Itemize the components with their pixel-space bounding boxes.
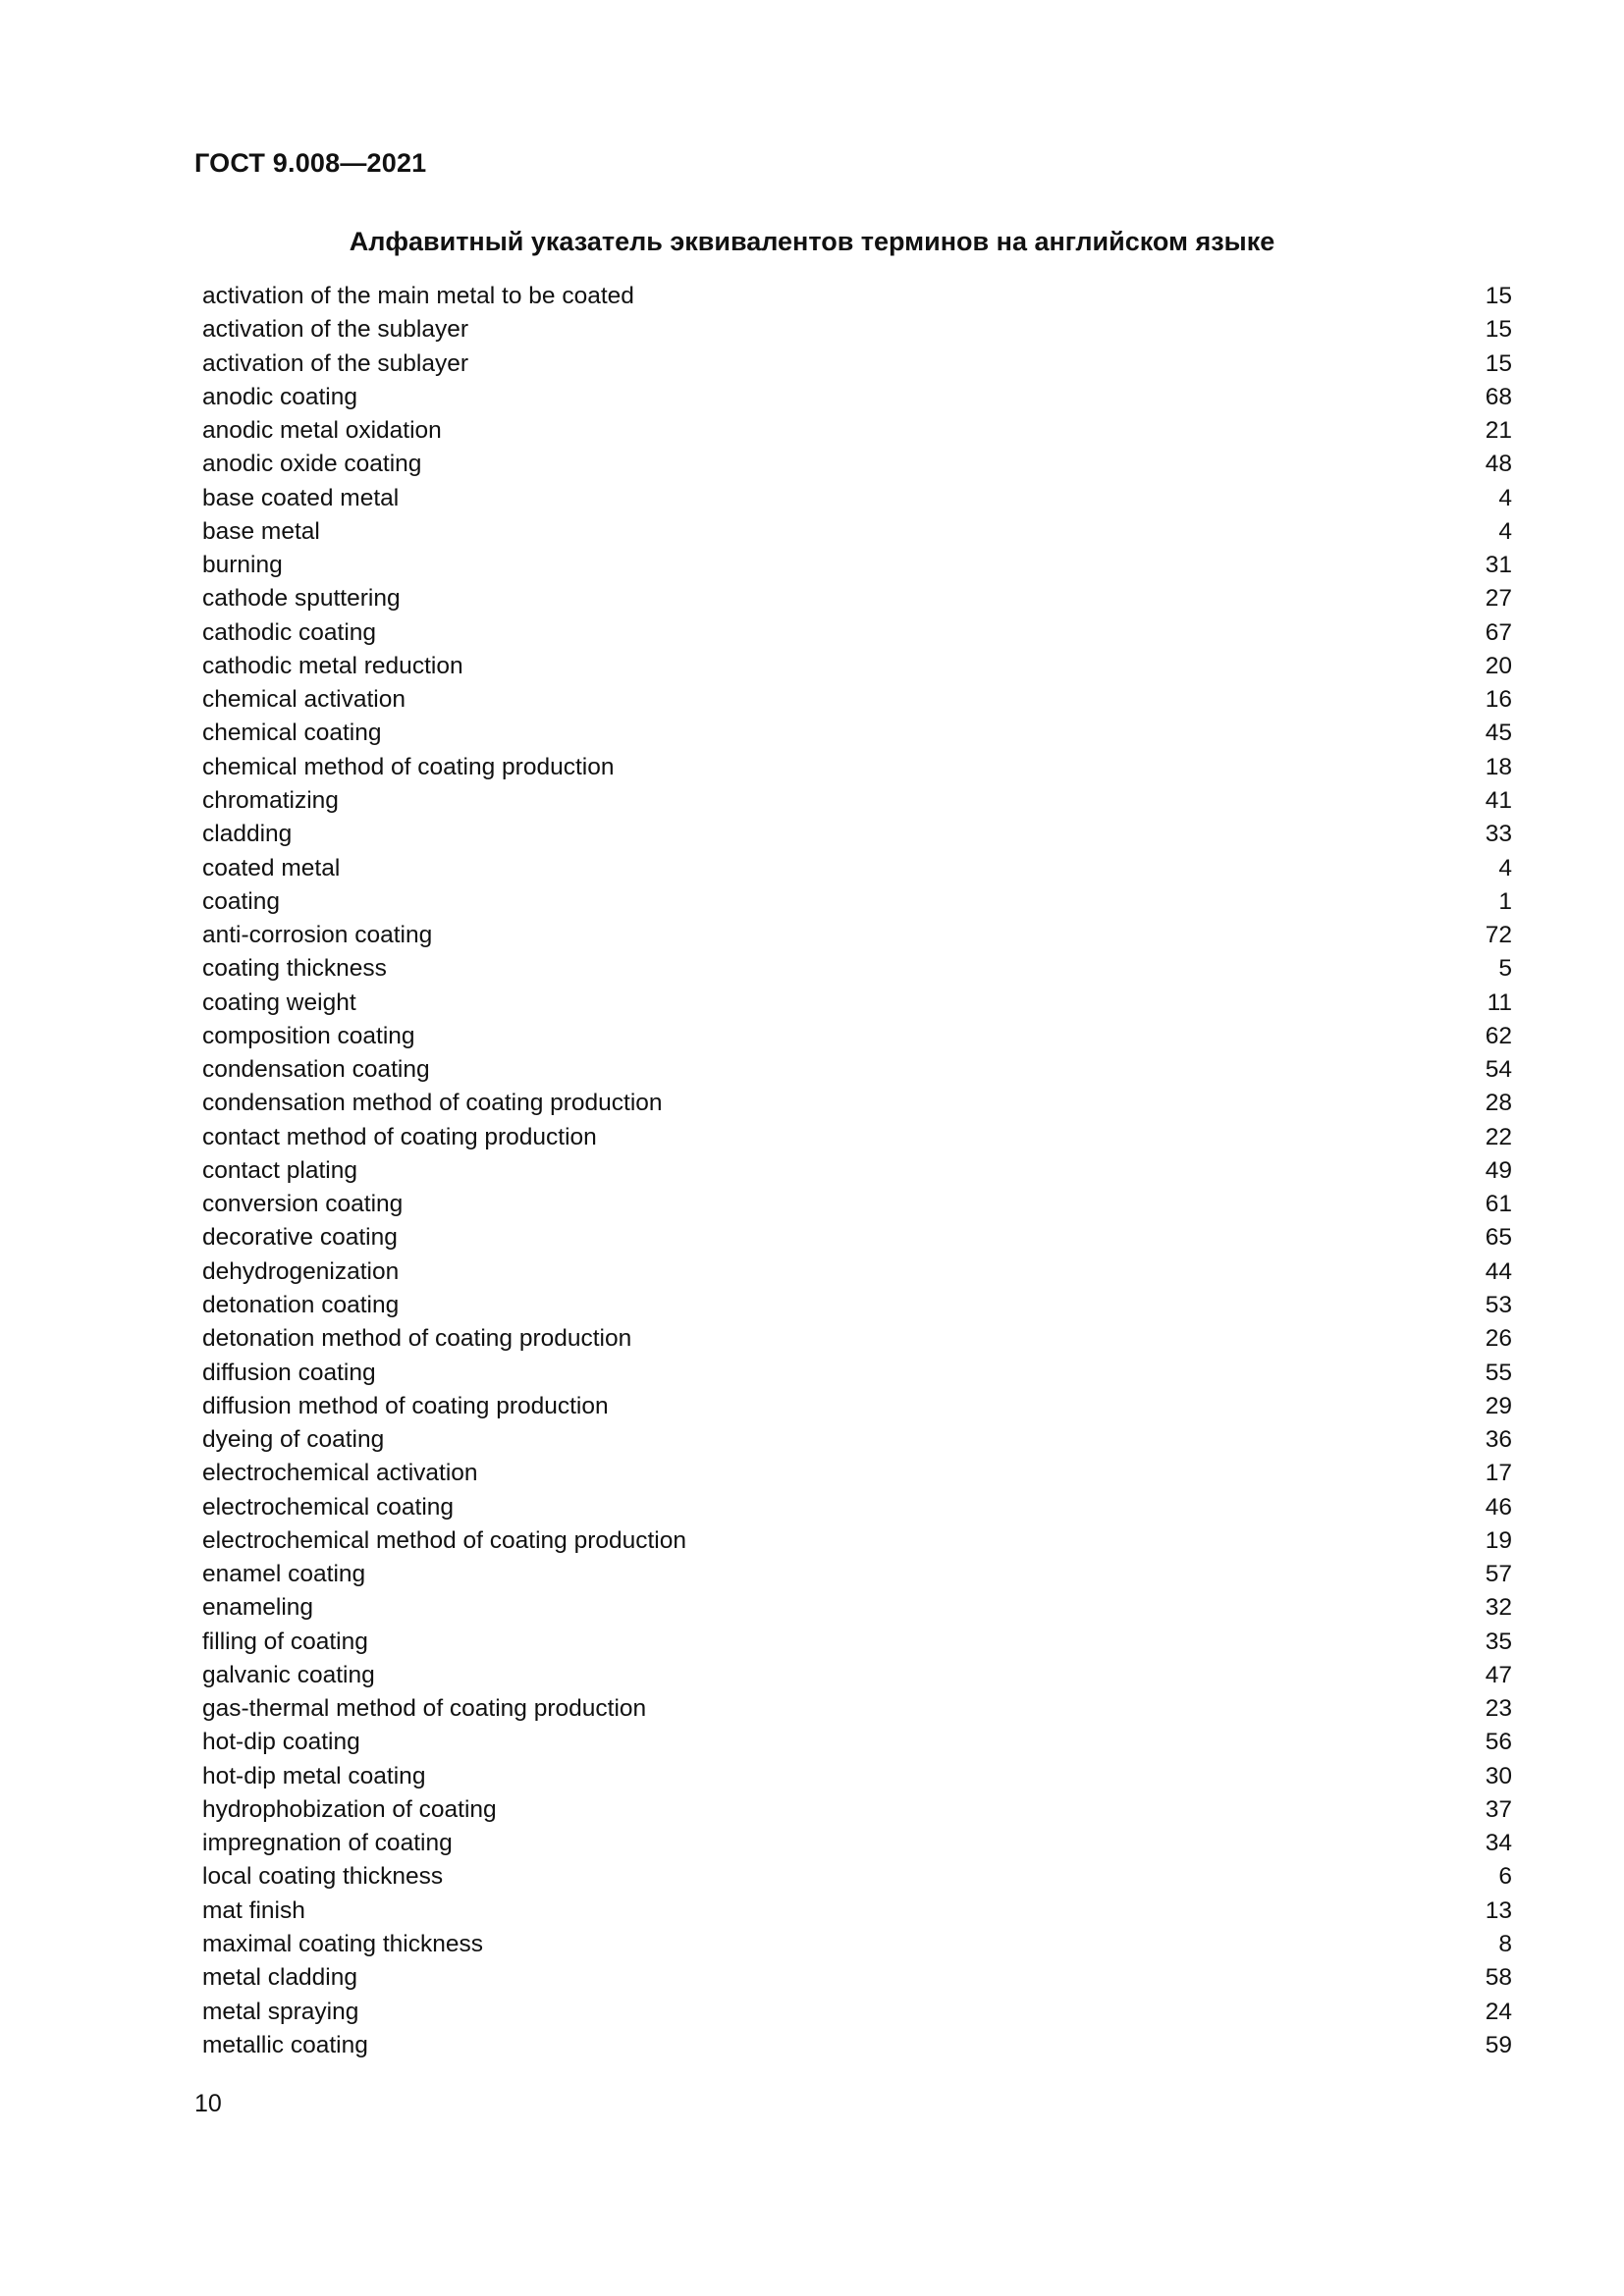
index-entry xyxy=(202,818,1512,851)
index-term-reference: 29 xyxy=(1485,1392,1512,1419)
page-number: 10 xyxy=(194,2090,222,2117)
index-entry xyxy=(202,1221,1512,1255)
index-term: enameling xyxy=(202,1594,314,1622)
index-entry xyxy=(202,1692,1512,1726)
index-term: metallic coating xyxy=(202,2031,368,2058)
index-entry xyxy=(202,952,1512,986)
index-term: burning xyxy=(202,552,283,579)
index-term-reference: 35 xyxy=(1485,1628,1512,1655)
index-entry xyxy=(202,1928,1512,1961)
index-term-reference: 55 xyxy=(1485,1359,1512,1386)
index-term: cladding xyxy=(202,821,293,848)
index-entry xyxy=(202,482,1512,515)
index-entry xyxy=(202,1659,1512,1692)
index-term-reference: 16 xyxy=(1485,686,1512,714)
document-code: ГОСТ 9.008—2021 xyxy=(194,148,427,178)
index-term: hot-dip coating xyxy=(202,1729,360,1756)
index-term-reference: 54 xyxy=(1485,1056,1512,1084)
index-term: gas-thermal method of coating production xyxy=(202,1695,647,1723)
index-entry xyxy=(202,1020,1512,1053)
index-entry xyxy=(202,1087,1512,1120)
index-term-reference: 56 xyxy=(1485,1729,1512,1756)
index-term-reference: 15 xyxy=(1485,316,1512,344)
index-term-reference: 46 xyxy=(1485,1493,1512,1521)
index-entry xyxy=(202,1121,1512,1154)
index-term-reference: 23 xyxy=(1485,1695,1512,1723)
index-term-reference: 62 xyxy=(1485,1022,1512,1049)
index-entry xyxy=(202,1860,1512,1894)
index-term-reference: 11 xyxy=(1487,988,1512,1016)
index-term-reference: 49 xyxy=(1485,1156,1512,1184)
index-entry xyxy=(202,751,1512,784)
index-term-reference: 28 xyxy=(1485,1090,1512,1117)
term-index-list xyxy=(202,280,1512,2062)
index-term: cathodic coating xyxy=(202,618,377,646)
index-entry xyxy=(202,1996,1512,2029)
index-term-reference: 6 xyxy=(1498,1863,1512,1891)
index-entry xyxy=(202,1558,1512,1591)
index-term-reference: 15 xyxy=(1485,349,1512,377)
index-term-reference: 37 xyxy=(1485,1795,1512,1823)
index-term-reference: 57 xyxy=(1485,1561,1512,1588)
index-term-reference: 67 xyxy=(1485,618,1512,646)
index-term: metal spraying xyxy=(202,1998,359,2025)
index-entry xyxy=(202,347,1512,381)
index-term-reference: 33 xyxy=(1485,821,1512,848)
index-term: chemical activation xyxy=(202,686,406,714)
index-term: coating xyxy=(202,887,281,915)
index-term: coating thickness xyxy=(202,955,387,983)
index-term: contact plating xyxy=(202,1156,357,1184)
index-term: anodic metal oxidation xyxy=(202,417,442,445)
index-term: chemical coating xyxy=(202,720,382,747)
index-term: electrochemical coating xyxy=(202,1493,455,1521)
index-term-reference: 53 xyxy=(1485,1291,1512,1318)
index-entry xyxy=(202,919,1512,952)
index-term: local coating thickness xyxy=(202,1863,444,1891)
index-entry xyxy=(202,616,1512,650)
index-term-reference: 24 xyxy=(1485,1998,1512,2025)
index-entry xyxy=(202,717,1512,750)
index-term-reference: 48 xyxy=(1485,451,1512,478)
index-entry xyxy=(202,1793,1512,1827)
index-term-reference: 47 xyxy=(1485,1661,1512,1688)
index-entry xyxy=(202,1390,1512,1423)
index-entry xyxy=(202,1289,1512,1322)
index-term: impregnation of coating xyxy=(202,1830,453,1857)
index-term: base metal xyxy=(202,517,320,545)
index-term: filling of coating xyxy=(202,1628,368,1655)
index-entry xyxy=(202,885,1512,919)
index-term-reference: 15 xyxy=(1485,283,1512,309)
index-term-reference: 68 xyxy=(1485,383,1512,410)
index-term-reference: 32 xyxy=(1485,1594,1512,1622)
index-term: activation of the sublayer xyxy=(202,316,469,344)
index-entry xyxy=(202,1255,1512,1289)
index-term: hydrophobization of coating xyxy=(202,1795,497,1823)
index-term: chromatizing xyxy=(202,786,339,814)
index-term: galvanic coating xyxy=(202,1661,375,1688)
index-term: contact method of coating production xyxy=(202,1123,597,1150)
index-term-reference: 72 xyxy=(1485,922,1512,949)
index-entry xyxy=(202,280,1512,313)
index-entry xyxy=(202,1591,1512,1625)
index-term: activation of the main metal to be coated xyxy=(202,283,634,309)
index-term: decorative coating xyxy=(202,1224,398,1252)
index-entry xyxy=(202,549,1512,582)
index-term-reference: 65 xyxy=(1485,1224,1512,1252)
index-term-reference: 18 xyxy=(1485,753,1512,780)
index-term-reference: 4 xyxy=(1498,854,1512,881)
index-term-reference: 30 xyxy=(1485,1762,1512,1789)
index-term: coated metal xyxy=(202,854,341,881)
index-term-reference: 13 xyxy=(1485,1896,1512,1924)
index-entry xyxy=(202,448,1512,481)
index-entry xyxy=(202,313,1512,347)
index-term-reference: 20 xyxy=(1485,652,1512,679)
index-term-reference: 34 xyxy=(1485,1830,1512,1857)
index-term: detonation method of coating production xyxy=(202,1325,632,1353)
index-entry xyxy=(202,582,1512,615)
index-term-reference: 45 xyxy=(1485,720,1512,747)
index-term-reference: 8 xyxy=(1498,1931,1512,1958)
index-term: anodic coating xyxy=(202,383,358,410)
index-term-reference: 21 xyxy=(1485,417,1512,445)
index-entry xyxy=(202,414,1512,448)
index-term-reference: 31 xyxy=(1485,552,1512,579)
index-term-reference: 1 xyxy=(1498,887,1512,915)
index-term: composition coating xyxy=(202,1022,415,1049)
index-term-reference: 4 xyxy=(1498,517,1512,545)
index-entry xyxy=(202,1760,1512,1793)
index-entry xyxy=(202,987,1512,1020)
index-entry xyxy=(202,852,1512,885)
index-term-reference: 4 xyxy=(1498,484,1512,511)
index-term-reference: 22 xyxy=(1485,1123,1512,1150)
index-term: electrochemical method of coating production xyxy=(202,1526,687,1554)
index-term-reference: 17 xyxy=(1485,1460,1512,1487)
index-term: hot-dip metal coating xyxy=(202,1762,426,1789)
index-term: conversion coating xyxy=(202,1191,404,1218)
index-term-reference: 41 xyxy=(1485,786,1512,814)
index-term-reference: 19 xyxy=(1485,1526,1512,1554)
index-term: chemical method of coating production xyxy=(202,753,615,780)
index-term: mat finish xyxy=(202,1896,305,1924)
index-entry xyxy=(202,1961,1512,1995)
index-term: dehydrogenization xyxy=(202,1257,400,1285)
index-term: diffusion coating xyxy=(202,1359,376,1386)
index-term-reference: 58 xyxy=(1485,1964,1512,1992)
index-term: anti-corrosion coating xyxy=(202,922,433,949)
index-term: anodic oxide coating xyxy=(202,451,422,478)
index-term-reference: 26 xyxy=(1485,1325,1512,1353)
index-entry xyxy=(202,683,1512,717)
index-term: activation of the sublayer xyxy=(202,349,469,377)
index-entry xyxy=(202,1524,1512,1558)
index-entry xyxy=(202,381,1512,414)
index-term: base coated metal xyxy=(202,484,400,511)
index-term-reference: 5 xyxy=(1498,955,1512,983)
index-term-reference: 36 xyxy=(1485,1426,1512,1454)
index-term: enamel coating xyxy=(202,1561,366,1588)
index-entry xyxy=(202,1322,1512,1356)
index-entry xyxy=(202,2029,1512,2062)
index-title: Алфавитный указатель эквивалентов терминов на английском языке xyxy=(349,227,1275,256)
index-term: cathodic metal reduction xyxy=(202,652,463,679)
index-term: coating weight xyxy=(202,988,356,1016)
index-term-reference: 27 xyxy=(1485,585,1512,613)
index-entry xyxy=(202,1423,1512,1457)
index-entry xyxy=(202,1626,1512,1659)
index-term: metal cladding xyxy=(202,1964,357,1992)
index-term-reference: 61 xyxy=(1485,1191,1512,1218)
index-term: condensation coating xyxy=(202,1056,430,1084)
index-entry xyxy=(202,1827,1512,1860)
index-entry xyxy=(202,650,1512,683)
index-term: detonation coating xyxy=(202,1291,400,1318)
index-term: condensation method of coating production xyxy=(202,1090,663,1117)
index-term: electrochemical activation xyxy=(202,1460,478,1487)
index-term: diffusion method of coating production xyxy=(202,1392,609,1419)
index-entry xyxy=(202,515,1512,549)
index-term-reference: 59 xyxy=(1485,2031,1512,2058)
index-entry xyxy=(202,1726,1512,1759)
index-entry xyxy=(202,1895,1512,1928)
index-entry xyxy=(202,1457,1512,1490)
index-entry xyxy=(202,784,1512,818)
index-entry xyxy=(202,1154,1512,1188)
index-term: cathode sputtering xyxy=(202,585,401,613)
index-term: dyeing of coating xyxy=(202,1426,385,1454)
index-term: maximal coating thickness xyxy=(202,1931,483,1958)
index-entry xyxy=(202,1357,1512,1390)
index-entry xyxy=(202,1053,1512,1087)
index-term-reference: 44 xyxy=(1485,1257,1512,1285)
index-entry xyxy=(202,1188,1512,1221)
index-entry xyxy=(202,1491,1512,1524)
